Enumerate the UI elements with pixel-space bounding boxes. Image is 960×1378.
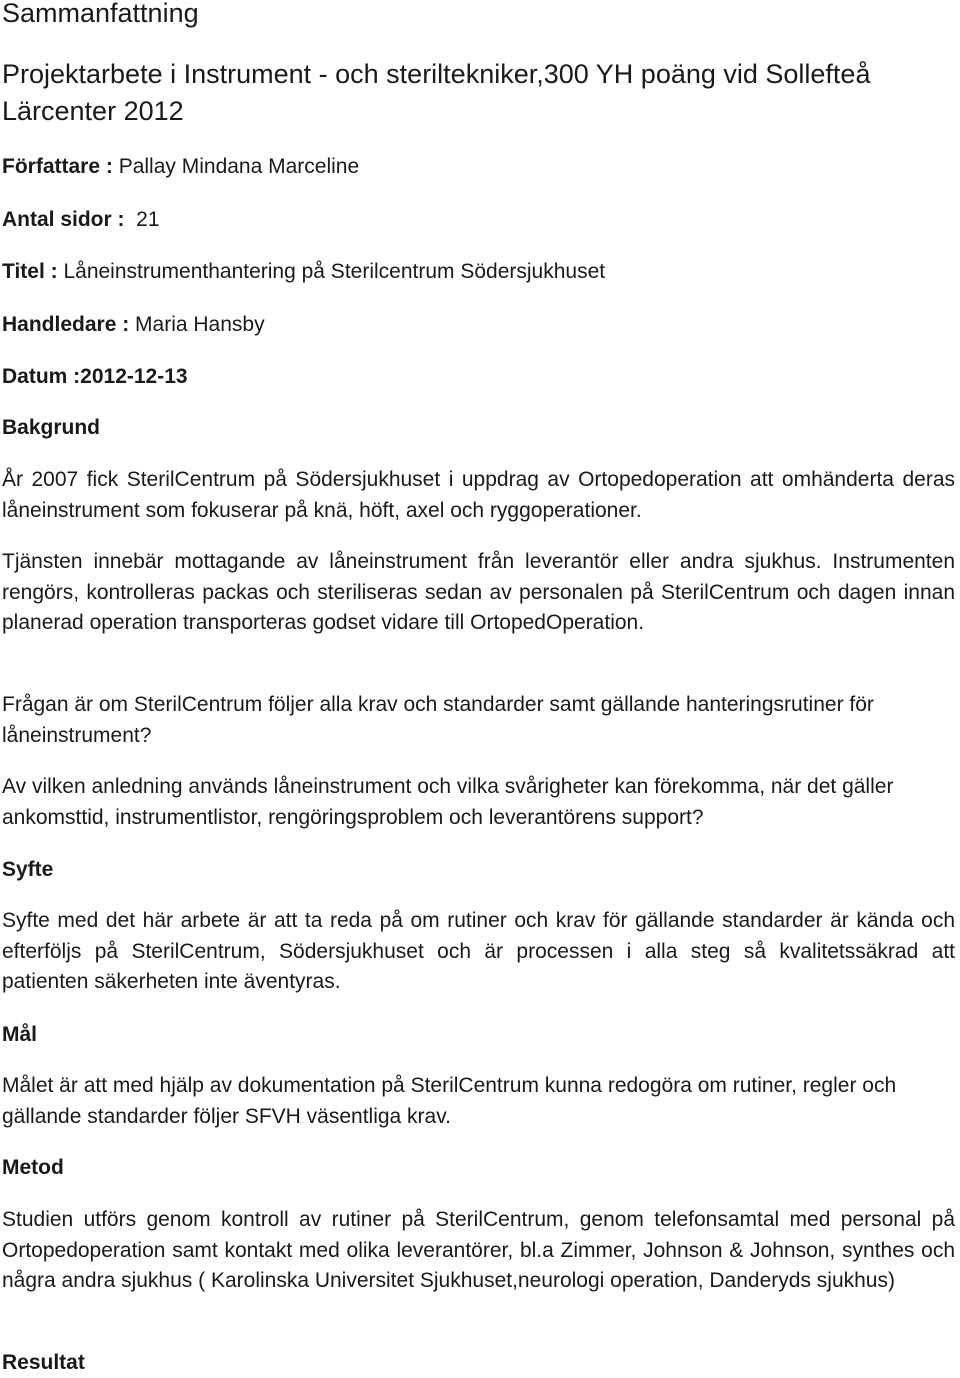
meta-date-value: 2012-12-13 xyxy=(80,365,188,388)
paragraph-bakgrund-1: År 2007 fick SterilCentrum på Södersjukhuset i uppdrag av Ortopedoperation att omhänderta deras låneinstrument som fokuserar på knä, höft, axel och ryggoperationer. xyxy=(2,468,955,522)
meta-title-label: Titel : xyxy=(2,260,58,283)
meta-author xyxy=(2,152,359,182)
paragraph-syfte-1: Syfte med det här arbete är att ta reda på om rutiner och krav för gällande standarder är kända och efterföljs på SterilCentrum, Södersjukhuset och är processen i alla steg så kvalitetssäkrad att patienten säkerheten inte äventyras. xyxy=(2,909,955,994)
meta-supervisor-value: Maria Hansby xyxy=(129,313,265,336)
meta-supervisor-label: Handledare : xyxy=(2,313,130,336)
paragraph-metod-1: Studien utförs genom kontroll av rutiner på SterilCentrum, genom telefonsamtal med personal på Ortopedoperation samt kontakt med olika leverantörer, bl.a Zimmer, Johnson & Johnson, synthes och några andra sjukhus ( Karolinska Universitet Sjukhuset,neurologi operation, Danderyds sjukhus) xyxy=(2,1208,955,1293)
meta-title-value: Låneinstrumenthantering på Sterilcentrum Södersjukhuset xyxy=(57,260,606,283)
document-subtitle: Projektarbete i Instrument - och steriltekniker,300 YH poäng vid Sollefteå Lärcenter 2012 xyxy=(2,59,871,126)
meta-date-label: Datum : xyxy=(2,365,81,388)
paragraph-bakgrund-2: Tjänsten innebär mottagande av låneinstrument från leverantör eller andra sjukhus. Instrumenten rengörs, kontrolleras packas och steriliseras sedan av personalen på SterilCentrum och dagen innan planerad operation transporteras godset vidare till OrtopedOperation. xyxy=(2,550,955,635)
paragraph-mal-1: Målet är att med hjälp av dokumentation på SterilCentrum kunna redogöra om rutiner, regler och gällande standarder följer SFVH väsentliga krav. xyxy=(2,1074,897,1128)
meta-date xyxy=(2,362,188,392)
heading-resultat: Resultat xyxy=(2,1351,85,1374)
meta-author-value: Pallay Mindana Marceline xyxy=(112,155,360,178)
heading-syfte: Syfte xyxy=(2,858,54,881)
meta-title xyxy=(2,257,605,287)
meta-pages-label: Antal sidor : xyxy=(2,208,125,231)
heading-metod: Metod xyxy=(2,1156,64,1179)
meta-pages-value: 21 xyxy=(124,208,160,231)
paragraph-bakgrund-4: Av vilken anledning används låneinstrument och vilka svårigheter kan förekomma, när det gäller ankomsttid, instrumentlistor, rengöringsproblem och leverantörens support? xyxy=(2,775,894,829)
meta-pages xyxy=(2,205,160,235)
heading-bakgrund: Bakgrund xyxy=(2,416,101,439)
meta-supervisor xyxy=(2,310,265,340)
document-title: Sammanfattning xyxy=(2,0,199,28)
meta-author-label: Författare : xyxy=(2,155,113,178)
heading-mal: Mål xyxy=(2,1023,38,1046)
paragraph-bakgrund-3: Frågan är om SterilCentrum följer alla krav och standarder samt gällande hanteringsrutiner för låneinstrument? xyxy=(2,693,874,747)
